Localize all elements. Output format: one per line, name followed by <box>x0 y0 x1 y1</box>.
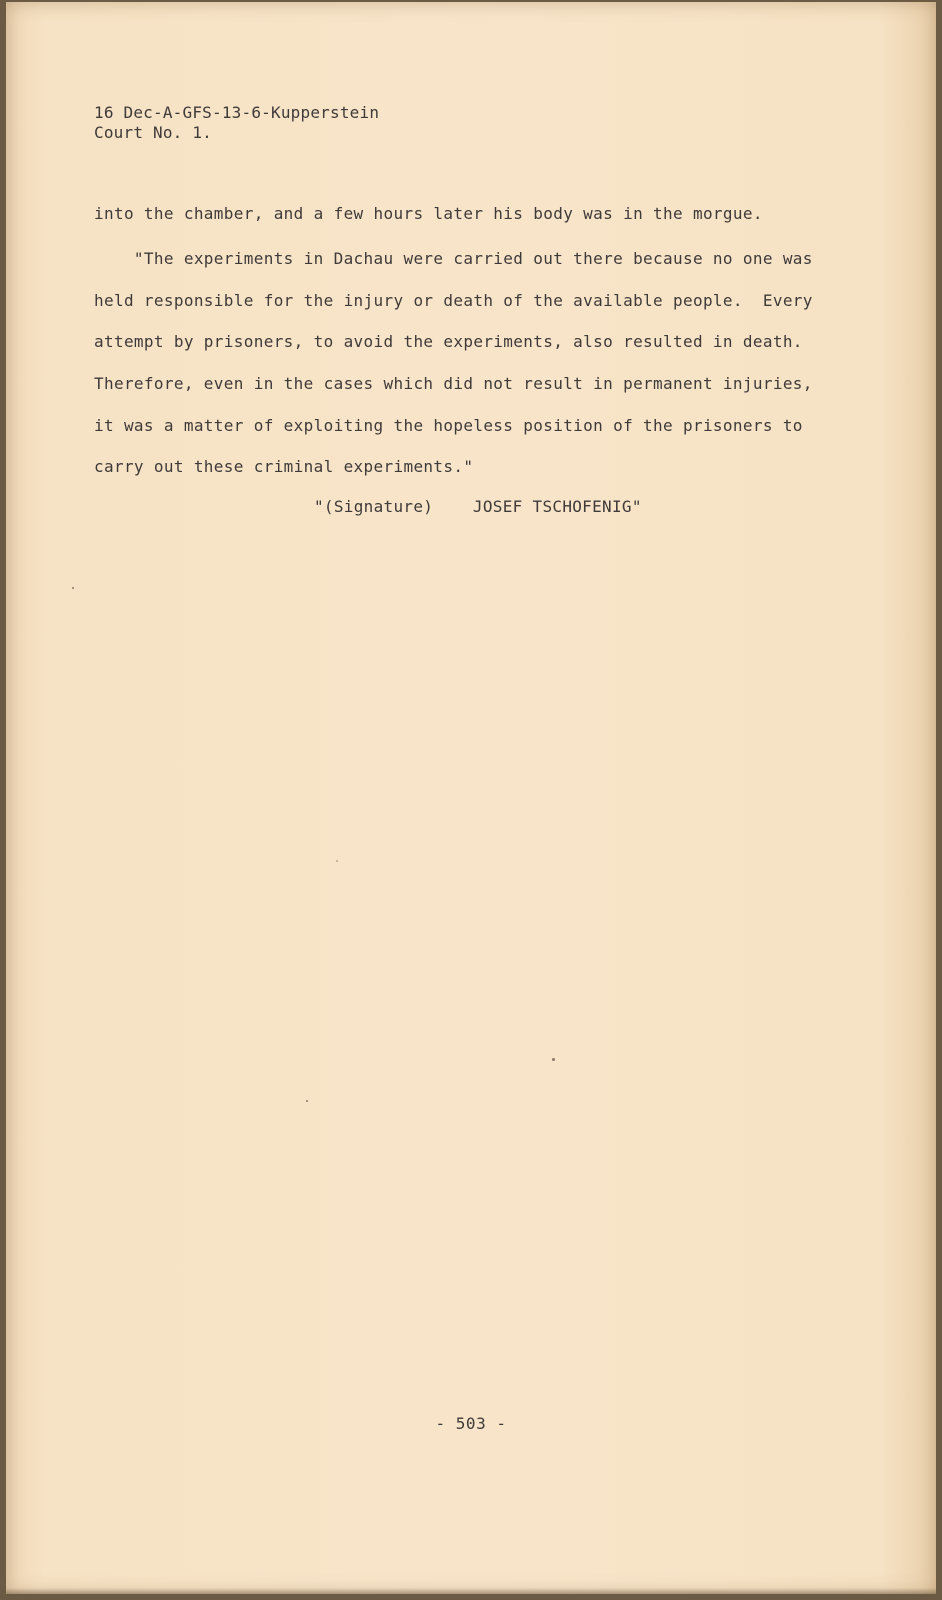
body-line-6: it was a matter of exploiting the hopeless position of the prisoners to <box>94 416 803 435</box>
court-number: Court No. 1. <box>94 123 212 142</box>
paper-speck <box>306 1100 308 1102</box>
body-line-5: Therefore, even in the cases which did not result in permanent injuries, <box>94 374 813 393</box>
body-line-1: into the chamber, and a few hours later his body was in the morgue. <box>94 204 763 223</box>
body-line-4: attempt by prisoners, to avoid the experiments, also resulted in death. <box>94 332 803 351</box>
paper-speck <box>552 1058 555 1061</box>
signature-line: "(Signature) JOSEF TSCHOFENIG" <box>314 497 642 516</box>
document-reference: 16 Dec-A-GFS-13-6-Kupperstein <box>94 103 380 122</box>
paper-speck <box>336 860 338 862</box>
page-number: - 503 - <box>435 1414 507 1433</box>
body-line-2: "The experiments in Dachau were carried out there because no one was <box>94 249 813 268</box>
body-line-7: carry out these criminal experiments." <box>94 457 474 476</box>
document-page <box>6 2 936 1594</box>
paper-speck <box>72 587 74 589</box>
paper-bottom-edge <box>6 1588 936 1594</box>
body-line-3: held responsible for the injury or death of the available people. Every <box>94 291 813 310</box>
